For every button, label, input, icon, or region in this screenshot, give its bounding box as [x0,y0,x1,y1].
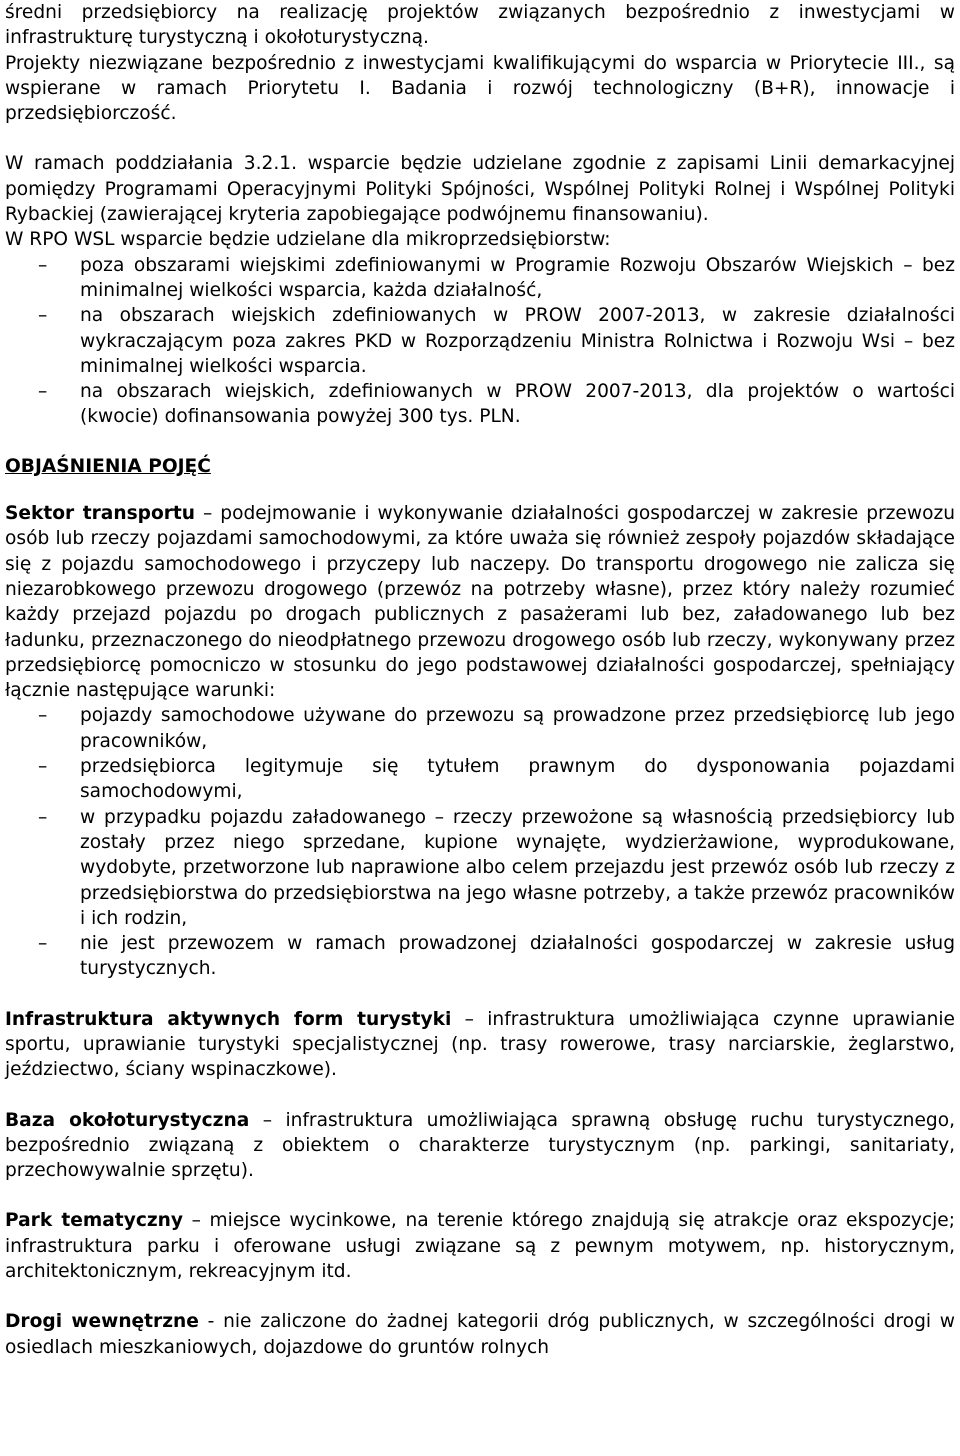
dash-bullet: – [38,756,48,778]
definition-park [5,1208,955,1284]
definition-baza [5,1108,955,1184]
definition-text: – infrastruktura umożliwiająca sprawną obsługę ruchu turystycznego, bezpośrednio związaną z obiektem o charakterze turystycznym (np. parkingi, sanitariaty, przechowywalnie sprzętu). [5,1109,955,1182]
dash-bullet: – [38,806,48,828]
definition-text: - nie zaliczone do żadnej kategorii dróg publicznych, w szczególności drogi w osiedlach mieszkaniowych, dojazdowe do gruntów rolnych [5,1311,956,1358]
definition-text: – podejmowanie i wykonywanie działalności gospodarczej w zakresie przewozu osób lub rzeczy pojazdami samochodowymi, za które uważa się również zespoły pojazdów składające się z pojazdu samochodowego i przyczepy lub naczepy. Do transportu drogowego nie zalicza się niezarobkowego przewozu drogowego (przewóz na potrzeby własne), przez który należy rozumieć każdy przejazd pojazdu po drogach publicznych z pasażerami lub bez, załadowanego lub bez ładunku, przeznaczonego do nieodpłatnego przewozu drogowego osób lub rzeczy, wykonywany przez przedsiębiorcę pomocniczo w stosunku do jego podstawowej działalności gospodarczej, spełniający łącznie następujące warunki: [5,503,955,702]
list-item-text: poza obszarami wiejskimi zdefiniowanymi w Programie Rozwoju Obszarów Wiejskich – bez minimalnej wielkości wsparcia, każda działalność, [80,254,955,301]
definition-term: Park tematyczny [5,1210,184,1232]
list-item [5,303,955,379]
list-item [5,805,955,931]
list-item-text: na obszarach wiejskich, zdefiniowanych w PROW 2007-2013, dla projektów o wartości (kwocie) dofinansowania powyżej 300 tys. PLN. [80,381,955,428]
list-item [5,931,955,982]
section-heading: OBJAŚNIENIA POJĘĆ [5,455,211,477]
dash-bullet: – [38,381,48,403]
list-item-text: na obszarach wiejskich zdefiniowanych w PROW 2007-2013, w zakresie działalności wykraczającym poza zakres PKD w Rozporządzeniu Ministra Rolnictwa i Rozwoju Wsi – bez minimalnej wielkości wsparcia. [80,305,955,377]
definition-drogi [5,1309,955,1360]
definition-term: Baza okołoturystyczna [5,1109,250,1131]
definition-term: Sektor transportu [5,503,196,525]
transport-conditions-list [5,703,955,981]
definition-text: – infrastruktura umożliwiająca czynne uprawianie sportu, uprawianie turystyki specjalistycznej (np. trasy rowerowe, trasy narciarskie, żeglarstwo, jeździectwo, ściany wspinaczkowe). [5,1008,955,1081]
dash-bullet: – [38,933,48,955]
demarcation-paragraph: W ramach poddziałania 3.2.1. wsparcie będzie udzielane zgodnie z zapisami Linii demarkacyjnej pomiędzy Programami Operacyjnymi Polityki Spójności, Wspólnej Polityki Rolnej i Wspólnej Polityki Rybackiej (zawierającej kryteria zapobiegające podwójnemu finansowaniu). [5,153,955,226]
list-item [5,754,955,805]
intro-paragraph: Projekty niezwiązane bezpośrednio z inwestycjami kwalifikującymi do wsparcia w Priorytecie III., są wspierane w ramach Priorytetu I. Badania i rozwój technologiczny (B+R), innowacje i przedsiębiorczość. [5,52,955,125]
dash-bullet: – [38,305,48,327]
definition-term: Drogi wewnętrzne [5,1311,199,1333]
definition-infrastruktura [5,1007,955,1083]
list-item-text: pojazdy samochodowe używane do przewozu są prowadzone przez przedsiębiorcę lub jego pracowników, [80,705,955,752]
list-item [5,253,955,304]
list-item [5,379,955,430]
dash-bullet: – [38,254,48,276]
list-item-text: w przypadku pojazdu załadowanego – rzeczy przewożone są własnością przedsiębiorcy lub zostały przez niego sprzedane, kupione wynajęte, wydzierżawione, wyprodukowane, wydobyte, przetworzone lub naprawione albo celem przejazdu jest przewóz osób lub rzeczy z przedsiębiorstwa do przedsiębiorstwa na jego własne potrzeby, a także przewóz pracowników i ich rodzin, [80,806,956,929]
support-paragraph: W RPO WSL wsparcie będzie udzielane dla mikroprzedsiębiorstw: [5,229,611,251]
support-list [5,253,955,430]
list-item [5,703,955,754]
definition-text: – miejsce wycinkowe, na terenie którego znajdują się atrakcje oraz ekspozycje; infrastruktura parku i oferowane usługi związane są z pewnym motywem, np. historycznym, architektonicznym, rekreacyjnym itd. [5,1210,955,1283]
definition-term: Infrastruktura aktywnych form turystyki [5,1008,452,1030]
definition-transport [5,501,955,703]
dash-bullet: – [38,705,48,727]
intro-paragraph: średni przedsiębiorcy na realizację projektów związanych bezpośrednio z inwestycjami w infrastrukturę turystyczną i okołoturystyczną. [5,2,955,49]
document-page [5,0,955,1360]
list-item-text: przedsiębiorca legitymuje się tytułem prawnym do dysponowania pojazdami samochodowymi, [80,756,955,803]
list-item-text: nie jest przewozem w ramach prowadzonej działalności gospodarczej w zakresie usług turystycznych. [80,933,955,980]
